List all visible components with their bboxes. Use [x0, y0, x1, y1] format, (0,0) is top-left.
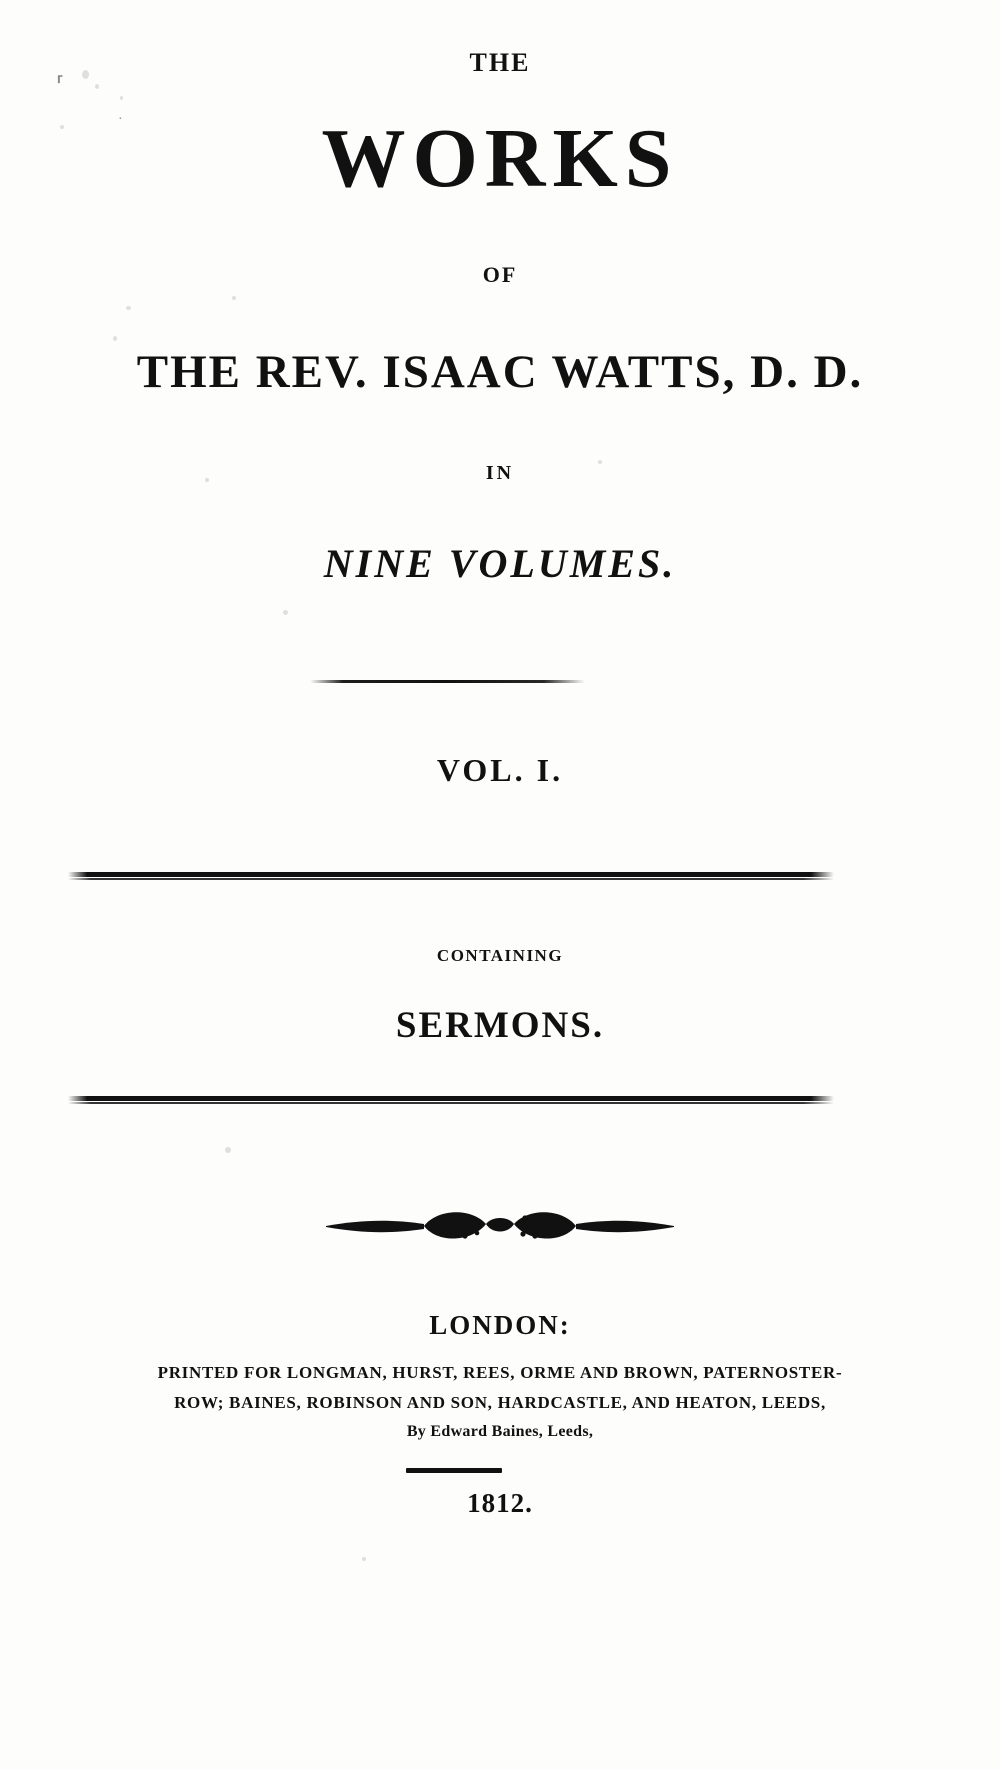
title-word-in: IN	[485, 462, 515, 484]
paper-speck	[113, 336, 117, 341]
author-name: THE REV. ISAAC WATTS, D. D.	[136, 346, 864, 398]
publication-year: 1812.	[467, 1488, 533, 1518]
imprint-place: LONDON:	[429, 1310, 571, 1340]
divider-bar-thick	[68, 872, 834, 877]
containing-label: CONTAINING	[436, 946, 564, 965]
title-word-the: THE	[469, 48, 531, 77]
paper-speck	[95, 84, 99, 89]
marginalia-corner-mark-small: ·	[118, 112, 123, 127]
paper-speck	[225, 1147, 231, 1153]
divider-rule-thin	[310, 680, 585, 683]
volume-number: VOL. I.	[436, 752, 564, 788]
paper-speck	[362, 1557, 366, 1561]
divider-bar-thin	[68, 878, 834, 880]
marginalia-corner-mark: ⸢	[56, 72, 65, 97]
divider-rule-short	[406, 1468, 502, 1473]
paper-speck	[232, 296, 236, 300]
volumes-count: NINE VOLUMES.	[323, 541, 677, 586]
contents-title: SERMONS.	[395, 1005, 605, 1046]
imprint-line-2: ROW; BAINES, ROBINSON AND SON, HARDCASTLE, AND HEATON, LEEDS,	[174, 1393, 826, 1412]
paper-speck	[283, 610, 288, 615]
imprint-line-1: PRINTED FOR LONGMAN, HURST, REES, ORME AND BROWN, PATERNOSTER-	[157, 1363, 843, 1382]
ornament-icon	[320, 1198, 680, 1254]
divider-rule-top	[68, 872, 834, 881]
page-title: WORKS	[321, 112, 679, 205]
divider-bar-thin	[68, 1102, 834, 1104]
title-word-of: OF	[482, 262, 518, 287]
imprint-line-3: By Edward Baines, Leeds,	[406, 1423, 594, 1440]
paper-speck	[126, 306, 131, 310]
divider-rule-bottom	[68, 1096, 834, 1105]
divider-bar-thick	[68, 1096, 834, 1101]
paper-speck	[120, 96, 123, 100]
